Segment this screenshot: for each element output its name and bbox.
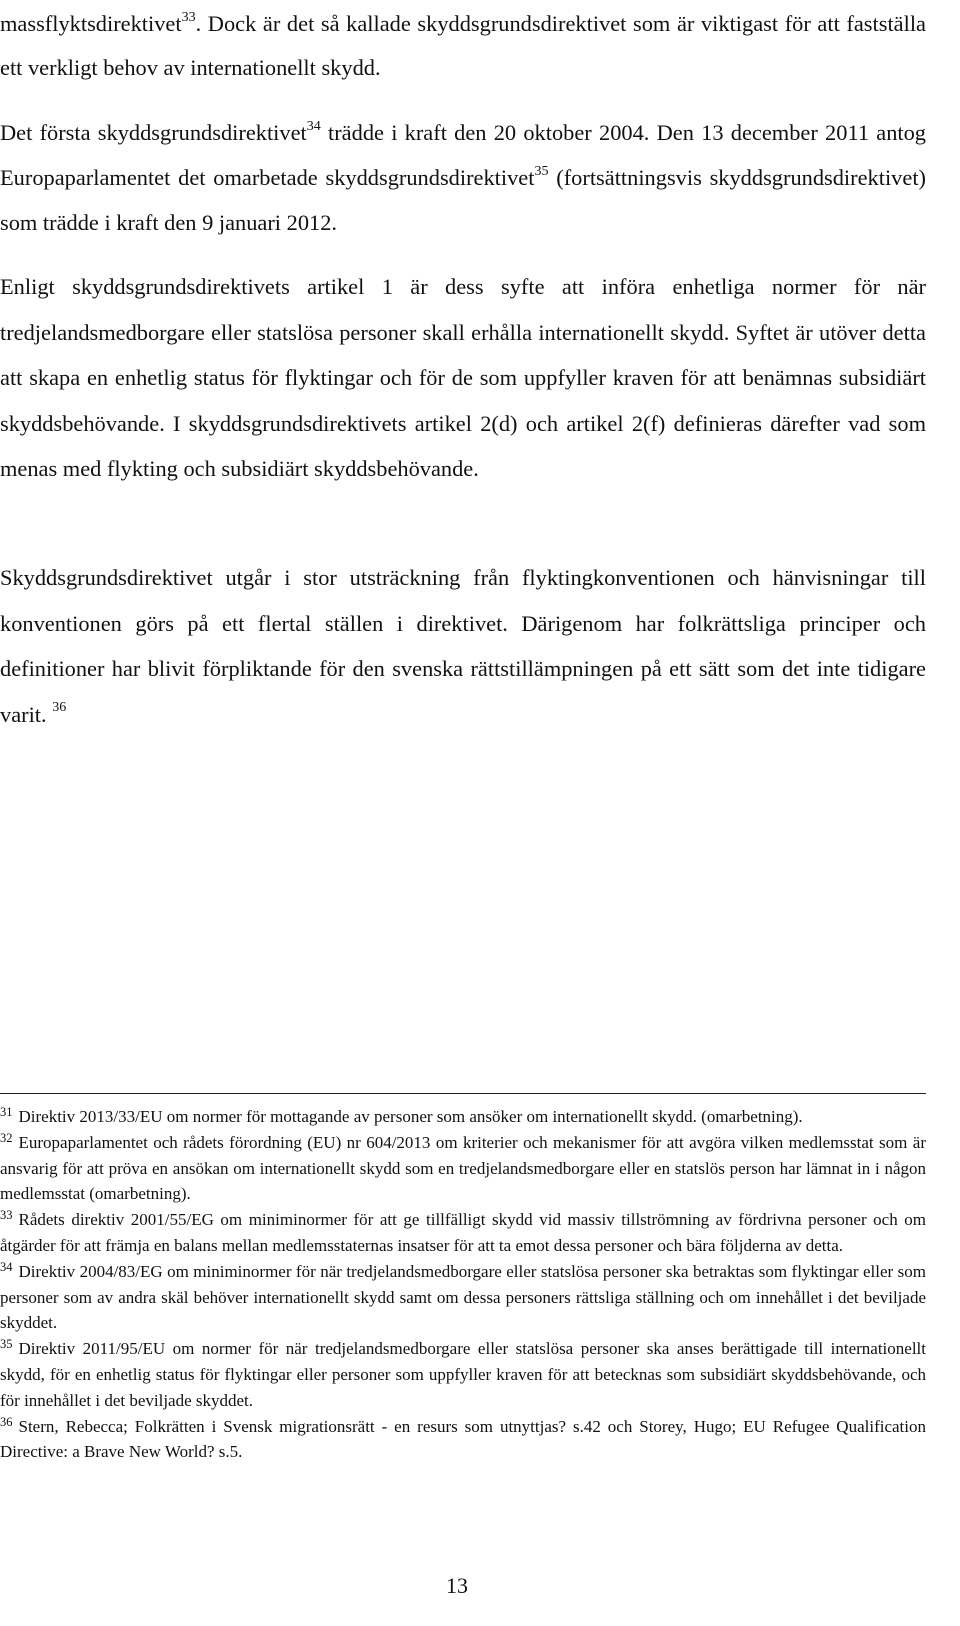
- footnote-reference-33[interactable]: 33: [181, 9, 196, 25]
- paragraph-text: . Dock är det så kallade skyddsgrundsdirektivet som är viktigast för att fastställa ett verkligt behov av internationellt skydd.: [0, 11, 926, 80]
- footnote-text: Direktiv 2004/83/EG om miniminormer för när tredjelandsmedborgare eller statslösa personer ska betraktas som flyktingar eller som personer som av andra skäl behöver internationellt skydd samt om dessa personers rättsliga ställning och om innehållet i det beviljade skyddet.: [0, 1261, 926, 1333]
- footnote-reference-35[interactable]: 35: [534, 163, 549, 179]
- footnote-number: 31: [0, 1105, 13, 1119]
- page-number: 13: [446, 1573, 468, 1598]
- footnote-separator: [0, 1093, 926, 1094]
- body-paragraph-4: [0, 555, 926, 737]
- footnote-reference-34[interactable]: 34: [306, 118, 321, 134]
- paragraph-text: (fortsättningsvis skyddsgrundsdirektivet) som trädde i kraft den 9 januari 2012.: [0, 165, 926, 235]
- paragraph-text: trädde i kraft den 20 oktober 2004. Den 13 december 2011 antog Europaparlamentet det omarbetade skyddsgrundsdirektivet: [0, 120, 926, 190]
- footnote-31: [0, 1104, 926, 1130]
- footnotes-section: [0, 1104, 926, 1465]
- footnote-36: [0, 1414, 926, 1466]
- body-paragraph-2: [0, 110, 926, 245]
- paragraph-text: Det första skyddsgrundsdirektivet: [0, 120, 307, 145]
- footnote-number: 35: [0, 1337, 13, 1352]
- paragraph-text: Enligt skyddsgrundsdirektivets artikel 1 är dess syfte att införa enhetliga normer för när tredjelandsmedborgare eller statslösa personer skall erhålla internationellt skydd. Syftet är utöver detta att skapa en enhetlig status för flyktingar och för de som uppfyller kraven för att benämnas subsidiärt skyddsbehövande. I skyddsgrundsdirektivets artikel 2(d) och artikel 2(f) definieras därefter vad som menas med flykting och subsidiärt skyddsbehövande.: [0, 274, 926, 481]
- footnote-34: [0, 1259, 926, 1336]
- footnote-text: Direktiv 2013/33/EU om normer för mottagande av personer som ansöker om internationellt skydd. (omarbetning).: [18, 1107, 803, 1126]
- footnote-35: [0, 1336, 926, 1413]
- footnote-number: 32: [0, 1130, 13, 1145]
- footnote-number: 36: [0, 1414, 13, 1429]
- paragraph-text: massflyktsdirektivet: [0, 11, 182, 36]
- footnote-text: Rådets direktiv 2001/55/EG om miniminormer för att ge tillfälligt skydd vid massiv tillströmning av fördrivna personer och om åtgärder för att främja en balans mellan medlemsstaternas insatser för att ta emot dessa personer och bära följderna av detta.: [0, 1210, 926, 1255]
- body-paragraph-3: [0, 264, 926, 492]
- footnote-number: 33: [0, 1208, 13, 1223]
- paragraph-text: Skyddsgrundsdirektivet utgår i stor utsträckning från flyktingkonventionen och hänvisningar till konventionen görs på ett flertal ställen i direktivet. Därigenom har folkrättsliga principer och definitioner har blivit förpliktande för den svenska rättstillämpningen på ett sätt som det inte tidigare varit.: [0, 565, 926, 727]
- footnote-33: [0, 1207, 926, 1259]
- footnote-reference-36[interactable]: 36: [52, 700, 67, 716]
- body-paragraph-1: [0, 2, 926, 90]
- footnote-text: Europaparlamentet och rådets förordning (EU) nr 604/2013 om kriterier och mekanismer för att avgöra vilken medlemsstat som är ansvarig för att pröva en ansökan om internationellt skydd som en tredjelandsmedborgare eller en statslös person har lämnat in i någon medlemsstat (omarbetning).: [0, 1132, 926, 1204]
- footnote-number: 34: [0, 1259, 13, 1274]
- footnote-text: Direktiv 2011/95/EU om normer för när tredjelandsmedborgare eller statslösa personer ska anses berättigade till internationellt skydd, för en enhetlig status för flyktingar eller personer som uppfyller kraven för att betecknas som subsidiärt skyddsbehövande, och för innehållet i det beviljade skyddet.: [0, 1339, 926, 1410]
- footnote-text: Stern, Rebecca; Folkrätten i Svensk migrationsrätt - en resurs som utnyttjas? s.42 och Storey, Hugo; EU Refugee Qualification Directive: a Brave New World? s.5.: [0, 1416, 926, 1462]
- footnote-32: [0, 1130, 926, 1207]
